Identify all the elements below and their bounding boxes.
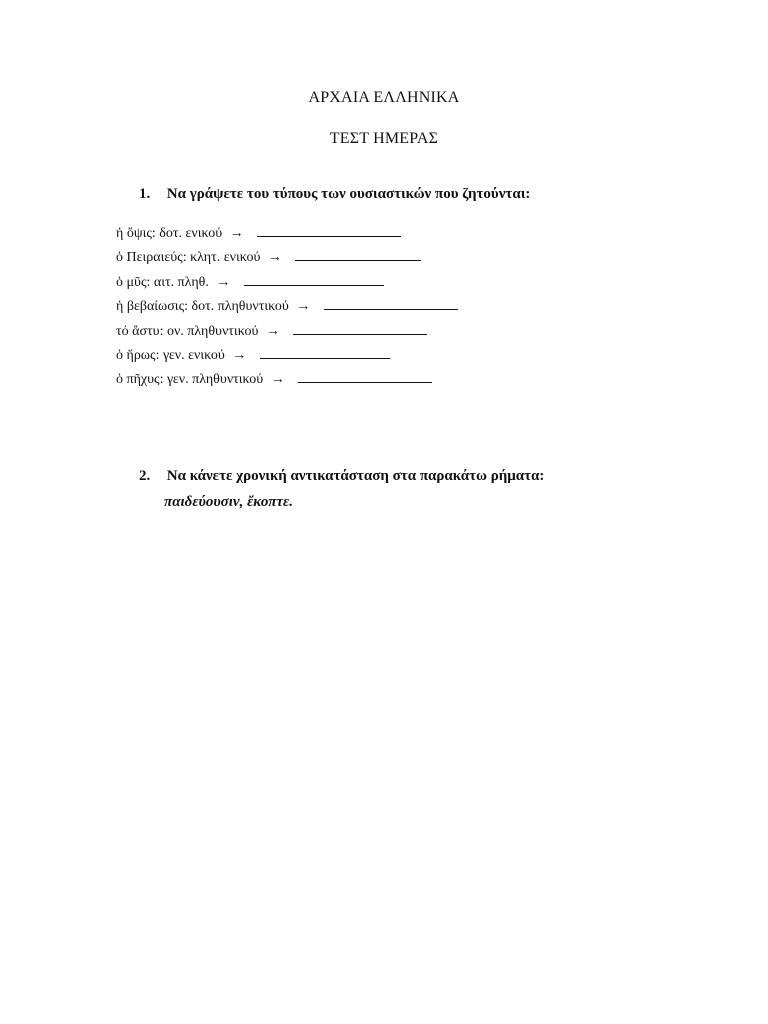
question-2-verbs: παιδεύουσιν, ἔκοπτε. [164,494,293,510]
arrow-icon: → [270,372,285,388]
question-2-heading [139,468,544,485]
question-2-text: Να κάνετε χρονική αντικατάσταση στα παρακάτω ρήματα: [166,468,545,484]
arrow-icon: → [216,274,231,290]
list-item [116,344,716,368]
item-prompt: ὁ ἥρως: γεν. ενικού [116,347,225,363]
item-prompt: ὁ μῦς: αιτ. πληθ. [116,274,209,290]
arrow-icon: → [267,250,282,266]
question-2-number: 2. [139,468,151,484]
list-item [116,222,716,246]
answer-blank[interactable] [257,222,401,237]
list-item [116,246,716,270]
item-prompt: ἡ ὄψις: δοτ. ενικού [116,226,223,241]
item-prompt: ὁ Πειραιεύς: κλητ. ενικού [116,250,261,266]
arrow-icon: → [229,226,244,241]
answer-blank[interactable] [293,320,427,335]
list-item [116,320,716,344]
question-1-heading [139,186,530,203]
list-item [116,295,716,319]
arrow-icon: → [232,347,247,363]
question-1-number: 1. [139,186,151,202]
document-subtitle: ΤΕΣΤ ΗΜΕΡΑΣ [329,130,439,147]
answer-blank[interactable] [295,246,421,261]
question-1-items [116,222,716,393]
answer-blank[interactable] [298,368,432,383]
arrow-icon: → [296,299,311,315]
arrow-icon: → [265,323,280,339]
item-prompt: τό ἄστυ: ον. πληθυντικού [116,323,259,339]
document-title: ΑΡΧΑΙΑ ΕΛΛΗΝΙΚΑ [308,89,460,106]
answer-blank[interactable] [324,295,458,310]
answer-blank[interactable] [260,344,390,359]
list-item [116,368,716,392]
question-1-text: Να γράψετε του τύπους των ουσιαστικών που ζητούνται: [166,186,531,202]
list-item [116,271,716,295]
item-prompt: ὁ πῆχυς: γεν. πληθυντικού [116,372,264,388]
answer-blank[interactable] [244,271,384,286]
item-prompt: ἡ βεβαίωσις: δοτ. πληθυντικού [116,299,289,315]
